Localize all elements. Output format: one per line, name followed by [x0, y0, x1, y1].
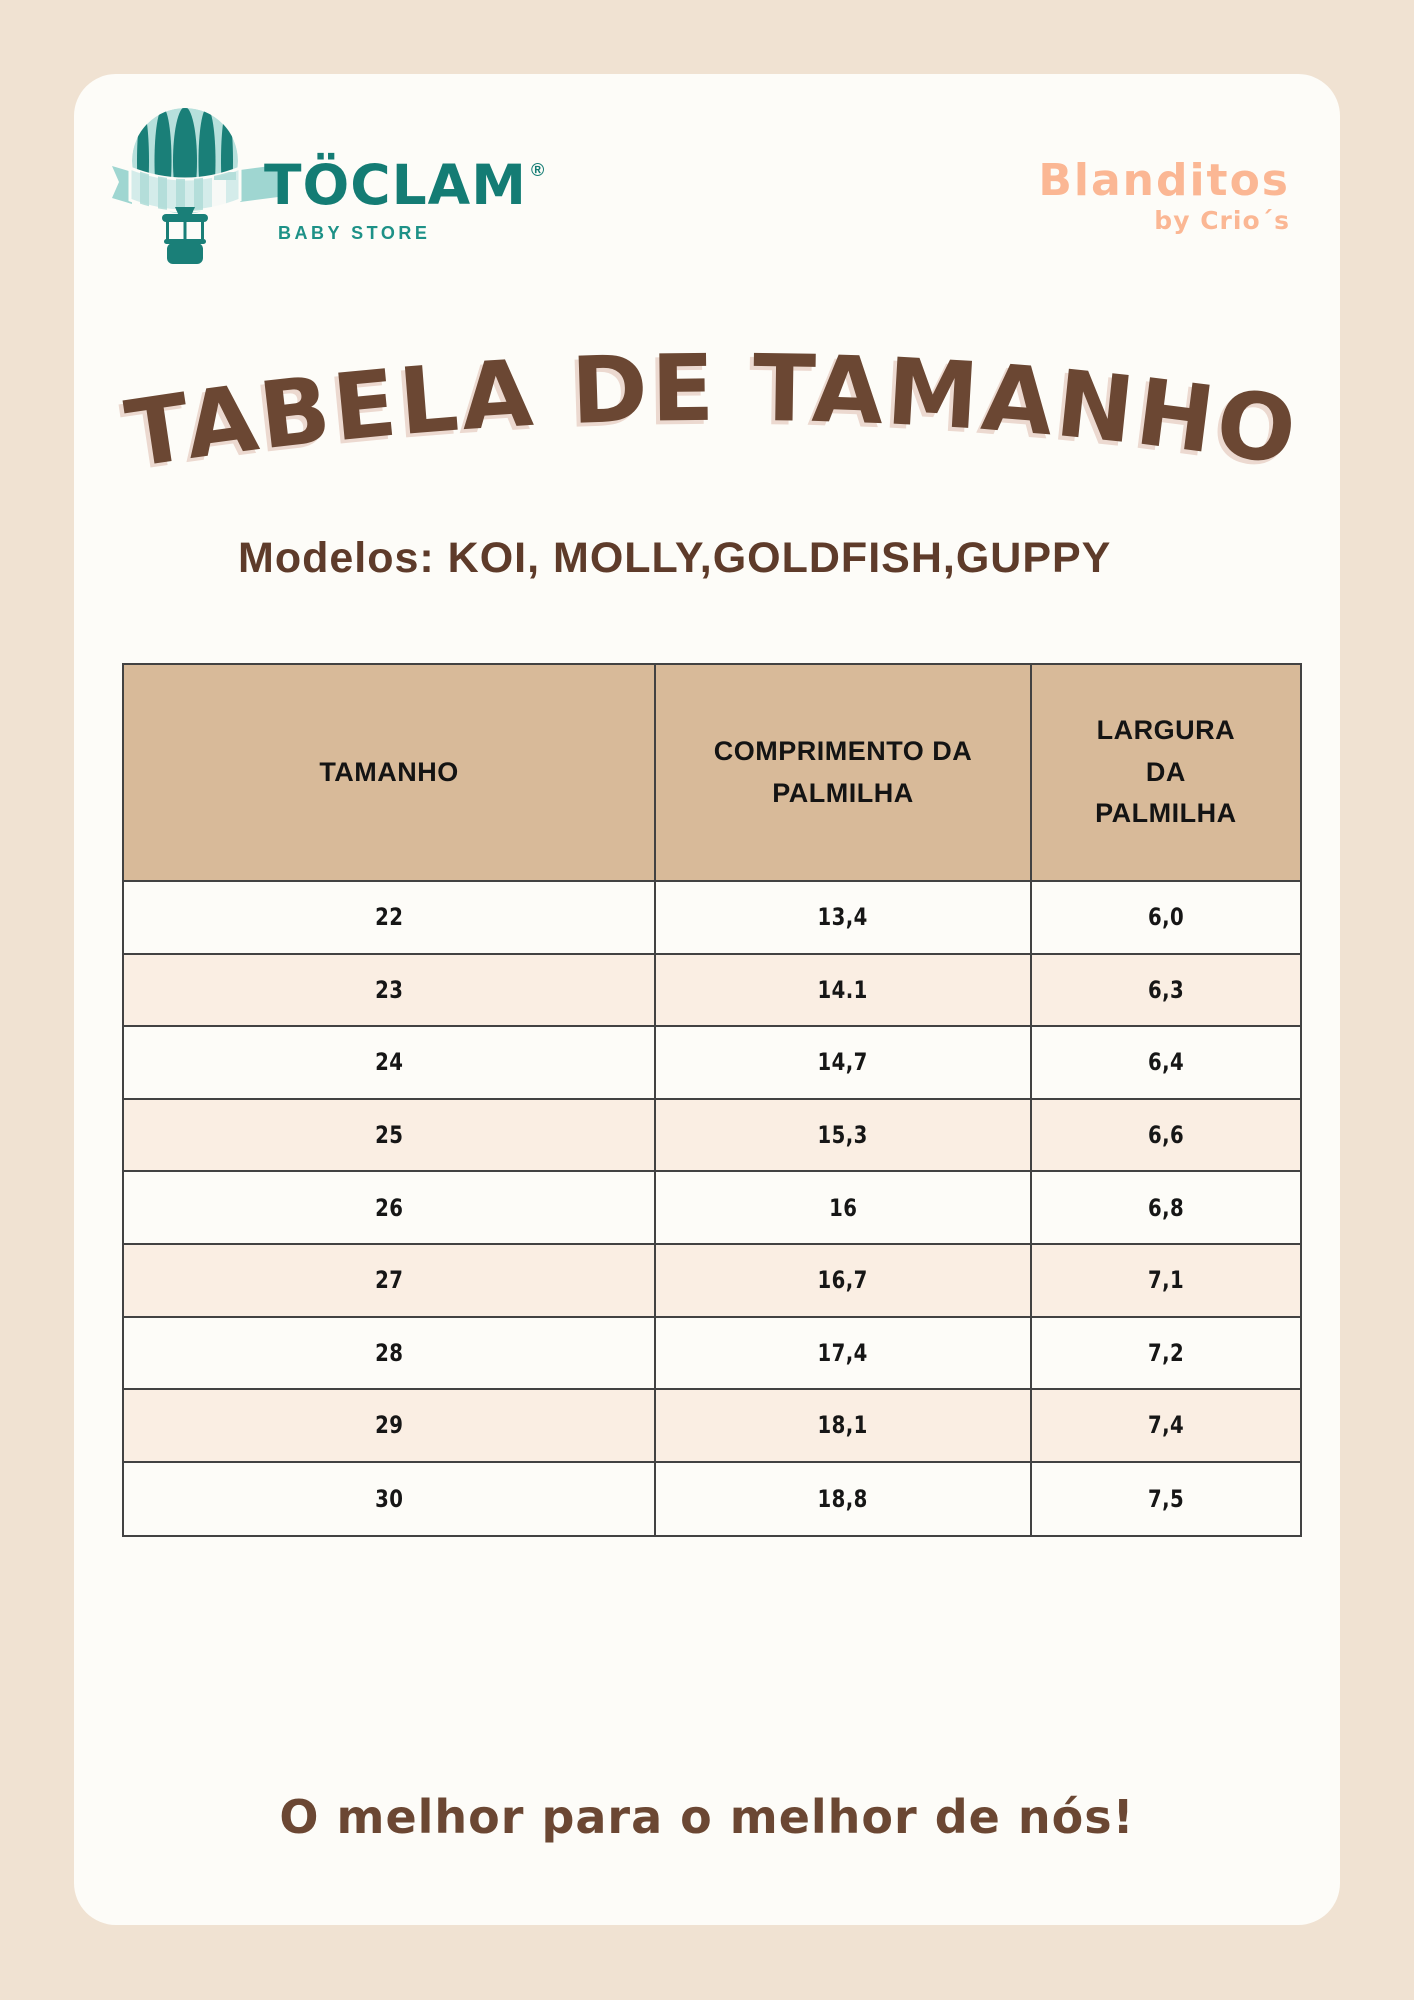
table-cell-insole-length: 14.1	[656, 955, 1032, 1026]
table-cell-insole-width: 6,8	[1147, 1193, 1184, 1222]
partner-logo	[1038, 155, 1290, 236]
table-cell-insole-length: 13,4	[656, 882, 1032, 953]
table-cell-insole-width: 6,6	[1147, 1121, 1184, 1150]
table-row	[124, 1245, 1300, 1318]
size-table	[122, 663, 1302, 1537]
table-cell-insole-length: 18,1	[656, 1390, 1032, 1461]
partner-wordmark: Blanditos	[1038, 155, 1290, 206]
table-cell-insole-length: 17,4	[656, 1318, 1032, 1389]
header-cell-insole-length: COMPRIMENTO DA PALMILHA	[656, 665, 1032, 880]
table-cell-size: 28	[124, 1318, 656, 1389]
table-cell-size: 25	[124, 1100, 656, 1171]
table-cell-insole-width: 7,1	[1147, 1266, 1184, 1295]
table-cell-insole-length: 18,8	[656, 1463, 1032, 1536]
table-row	[124, 1100, 1300, 1173]
table-row	[124, 1027, 1300, 1100]
registered-trademark-symbol: ®	[530, 160, 545, 180]
models-subtitle: Modelos: KOI, MOLLY,GOLDFISH,GUPPY	[238, 534, 1112, 582]
table-cell-insole-width: 7,5	[1147, 1485, 1184, 1514]
table-header-row	[124, 665, 1300, 882]
size-chart-card	[39, 74, 1340, 1925]
table-row	[124, 1172, 1300, 1245]
table-cell-insole-length: 14,7	[656, 1027, 1032, 1098]
table-cell-insole-width: 7,2	[1147, 1338, 1184, 1367]
header-cell-insole-width: LARGURA DA PALMILHA	[1095, 714, 1237, 829]
table-cell-insole-length: 15,3	[656, 1100, 1032, 1171]
table-cell-insole-length: 16	[656, 1172, 1032, 1243]
header-cell-size: TAMANHO	[124, 665, 656, 880]
table-cell-insole-width: 7,4	[1147, 1411, 1184, 1440]
brand-subtitle: BABY STORE	[278, 223, 431, 243]
table-cell-insole-width: 6,3	[1147, 975, 1184, 1004]
table-cell-insole-width: 6,4	[1147, 1048, 1184, 1077]
table-cell-size: 26	[124, 1172, 656, 1243]
table-row	[124, 955, 1300, 1028]
table-cell-size: 27	[124, 1245, 656, 1316]
table-cell-size: 22	[124, 882, 656, 953]
table-cell-insole-width: 6,0	[1147, 903, 1184, 932]
table-cell-size: 23	[124, 955, 656, 1026]
footer-tagline: O melhor para o melhor de nós!	[279, 1790, 1135, 1844]
page-title-text: TABELA DE TAMANHOS	[39, 194, 1306, 489]
table-cell-size: 24	[124, 1027, 656, 1098]
table-row	[124, 1463, 1300, 1536]
table-cell-size: 30	[124, 1463, 656, 1536]
size-table-body	[124, 882, 1300, 1535]
table-row	[124, 1318, 1300, 1391]
table-cell-insole-length: 16,7	[656, 1245, 1032, 1316]
brand-wordmark: TÖCLAM	[264, 153, 527, 217]
brand-logo-text	[264, 153, 545, 244]
partner-byline: by Crio´s	[1154, 206, 1290, 236]
table-cell-size: 29	[124, 1390, 656, 1461]
table-row	[124, 1390, 1300, 1463]
table-row	[124, 882, 1300, 955]
